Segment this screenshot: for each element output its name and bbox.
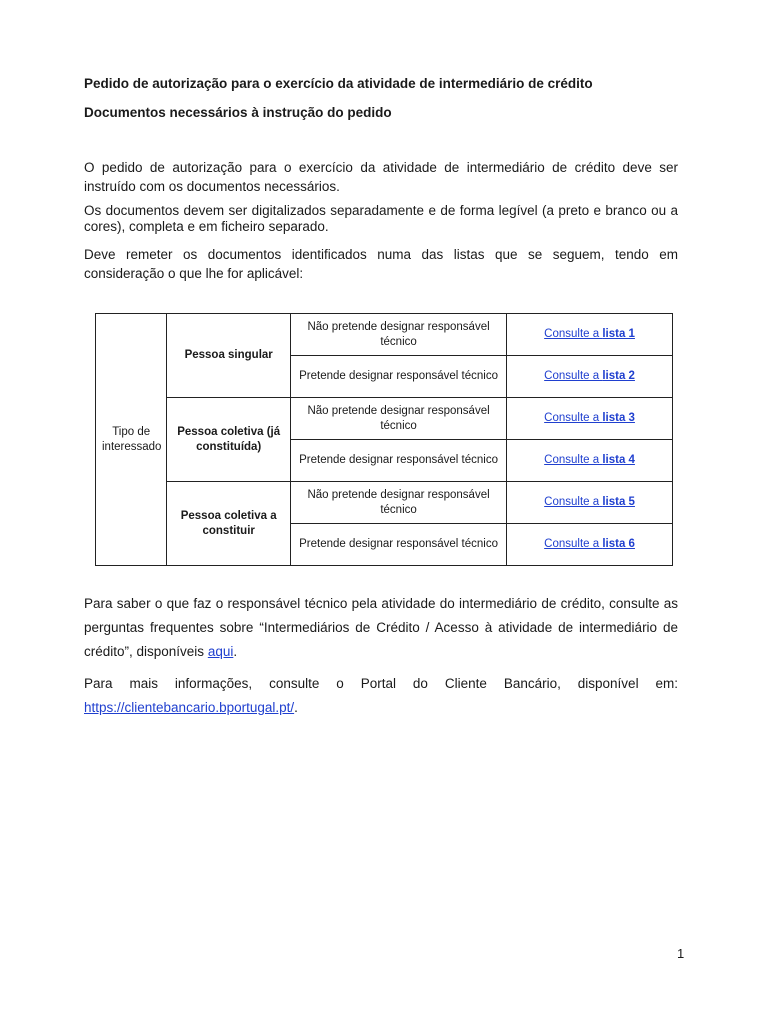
link-prefix: Consulte a	[544, 328, 603, 340]
option-cell: Pretende designar responsável técnico	[291, 524, 507, 566]
link-label: lista 3	[602, 412, 635, 424]
paragraph-end: .	[233, 644, 238, 659]
link-cell	[507, 440, 673, 482]
link-prefix: Consulte a	[544, 370, 603, 382]
option-cell: Não pretende designar responsável técnico	[291, 398, 507, 440]
group-cell: Pessoa coletiva a constituir	[167, 482, 291, 566]
list-6-link[interactable]	[544, 538, 635, 550]
link-label: lista 4	[602, 454, 635, 466]
instructions-paragraph: Deve remeter os documentos identificados numa das listas que se seguem, tendo em consideração o que lhe for aplicável:	[84, 247, 678, 281]
table-row	[96, 398, 673, 440]
link-label: lista 6	[602, 538, 635, 550]
document-title: Pedido de autorização para o exercício da atividade de intermediário de crédito	[84, 76, 593, 91]
paragraph-text: Para saber o que faz o responsável técnico pela atividade do intermediário de crédito, consulte as perguntas frequentes sobre “Intermediários de Crédito / Acesso à atividade de intermediário de crédito”, disponíveis	[84, 596, 678, 659]
paragraph-text: Para mais informações, consulte o Portal do Cliente Bancário, disponível em:	[84, 676, 678, 691]
group-cell: Pessoa singular	[167, 314, 291, 398]
option-cell: Não pretende designar responsável técnico	[291, 314, 507, 356]
group-cell: Pessoa coletiva (já constituída)	[167, 398, 291, 482]
link-label: lista 5	[602, 496, 635, 508]
link-cell	[507, 356, 673, 398]
link-cell	[507, 482, 673, 524]
link-prefix: Consulte a	[544, 412, 603, 424]
link-cell	[507, 398, 673, 440]
link-label: lista 2	[602, 370, 635, 382]
option-cell: Pretende designar responsável técnico	[291, 356, 507, 398]
list-4-link[interactable]	[544, 454, 635, 466]
list-1-link[interactable]	[544, 328, 635, 340]
paragraph-end: .	[294, 700, 298, 715]
list-2-link[interactable]	[544, 370, 635, 382]
table-row	[96, 482, 673, 524]
list-3-link[interactable]	[544, 412, 635, 424]
option-cell: Não pretende designar responsável técnico	[291, 482, 507, 524]
list-5-link[interactable]	[544, 496, 635, 508]
intro-paragraph: O pedido de autorização para o exercício da atividade de intermediário de crédito deve ser instruído com os documentos necessários.	[84, 160, 678, 194]
table-row	[96, 314, 673, 356]
digitization-paragraph: Os documentos devem ser digitalizados separadamente e de forma legível (a preto e branco ou a cores), completa e em ficheiro separado.	[84, 203, 678, 234]
portal-link[interactable]: https://clientebancario.bportugal.pt/	[84, 700, 295, 715]
more-info-paragraph	[84, 672, 678, 720]
link-prefix: Consulte a	[544, 496, 603, 508]
document-lists-table	[95, 313, 673, 566]
option-cell: Pretende designar responsável técnico	[291, 440, 507, 482]
link-prefix: Consulte a	[544, 454, 603, 466]
faq-link[interactable]: aqui	[207, 644, 234, 659]
document-subtitle: Documentos necessários à instrução do pedido	[84, 105, 392, 120]
technical-responsible-paragraph	[84, 592, 678, 664]
row-header-cell: Tipo de interessado	[96, 314, 167, 566]
link-label: lista 1	[602, 328, 635, 340]
link-cell	[507, 314, 673, 356]
link-prefix: Consulte a	[544, 538, 603, 550]
link-cell	[507, 524, 673, 566]
page-number: 1	[677, 946, 685, 961]
